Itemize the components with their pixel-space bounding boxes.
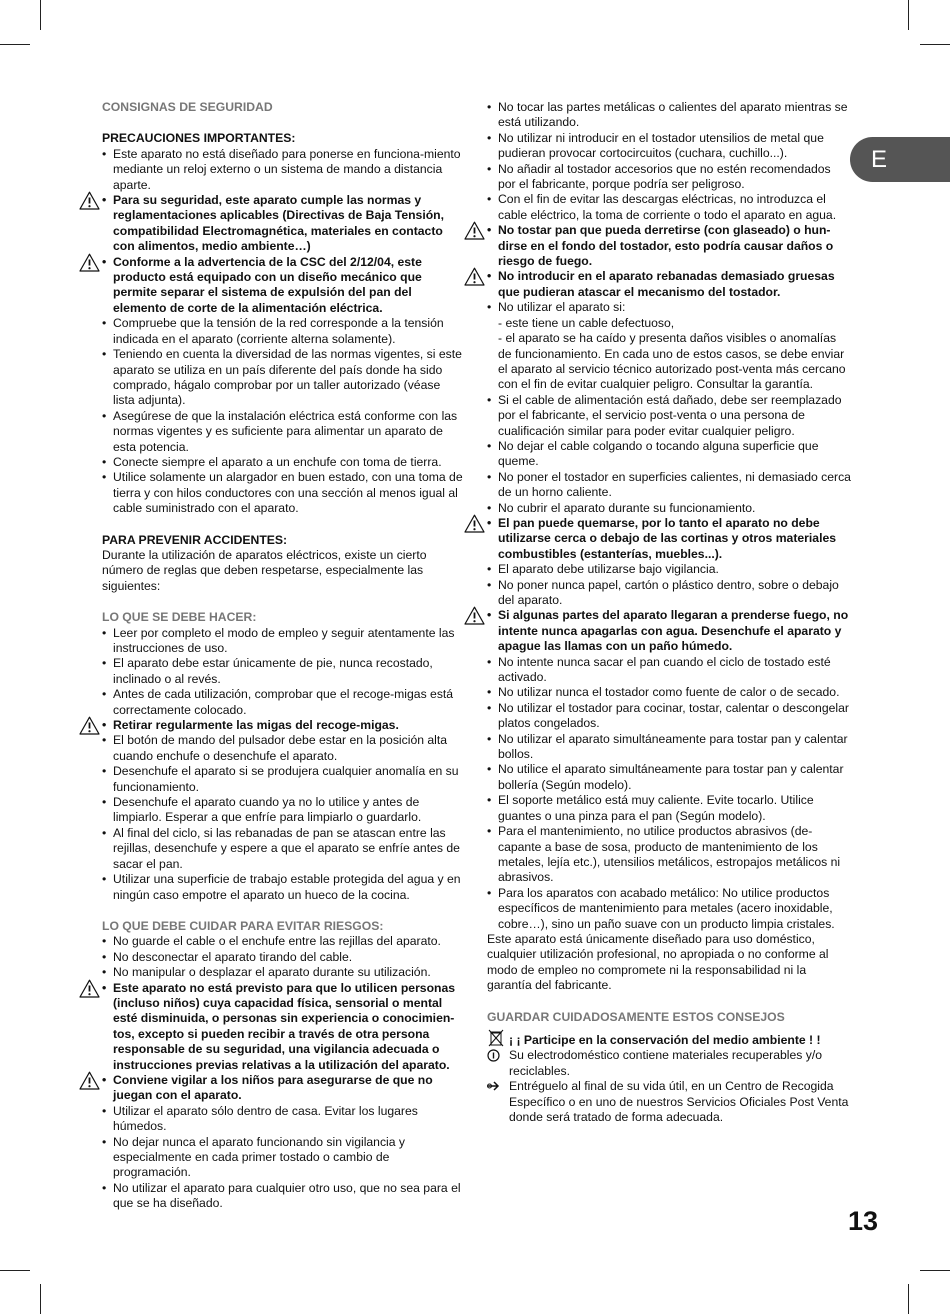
list-item bbox=[487, 685, 851, 700]
list-item bbox=[102, 316, 464, 347]
list-item bbox=[487, 824, 851, 886]
environment-title bbox=[487, 1033, 851, 1048]
list-item bbox=[102, 626, 464, 657]
evitar-list bbox=[102, 934, 464, 1211]
list-item-text: Si algunas partes del aparato llegaran a prenderse fuego, no intente nunca apagarlas con agua. Desenchufe el aparato y apague las llamas con un paño húmedo. bbox=[498, 608, 849, 654]
list-item bbox=[487, 269, 851, 300]
environment-item bbox=[487, 1079, 851, 1125]
list-item bbox=[102, 950, 464, 965]
left-column bbox=[102, 100, 464, 1212]
list-item-text: No introducir en el aparato rebanadas demasiado gruesas que pudieran atascar el mecanismo del tostador. bbox=[498, 269, 835, 299]
list-item-text: No tostar pan que pueda derretirse (con glaseado) o hun-dirse en el fondo del tostador, esto podría causar daños o riesgo de fuego. bbox=[498, 223, 834, 269]
list-item bbox=[487, 562, 851, 577]
list-item-text: Conviene vigilar a los niños para asegurarse de que no juegan con el aparato. bbox=[113, 1072, 433, 1103]
list-item-text: No guarde el cable o el enchufe entre las rejillas del aparato. bbox=[113, 934, 441, 949]
list-item-text: Este aparato no está diseñado para ponerse en funciona-miento mediante un reloj externo o un sistema de mando a distancia aparte. bbox=[113, 146, 461, 192]
si-sub-item: - el aparato se ha caído y presenta daños visibles o anomalías de funcionamiento. En cada uno de estos casos, se debe enviar el aparato al servicio técnico autorizado post-venta más cercano con el fin de evitar cualquier peligro. Consultar la garantía. bbox=[498, 331, 846, 392]
list-item bbox=[102, 255, 464, 317]
list-item bbox=[487, 762, 851, 793]
list-item bbox=[487, 393, 851, 439]
list-item-text: Si el cable de alimentación está dañado, debe ser reemplazado por el fabricante, el servicio post-venta o una persona de cualificación similar para poder evitar cualquier peligro. bbox=[498, 392, 842, 438]
warning-triangle-icon bbox=[464, 221, 485, 240]
list-item-text: No dejar nunca el aparato funcionando sin vigilancia y especialmente en cada primer tostado o cambio de programación. bbox=[113, 1134, 406, 1180]
list-item bbox=[102, 826, 464, 872]
list-item-text: Este aparato no está previsto para que lo utilicen personas (incluso niños) cuya capacidad física, sensorial o mental esté disminuida, o personas sin experiencia o conocimien-tos, excepto si pueden recibir a través de otra persona responsable de su seguridad, una vigilancia adecuada o instrucciones previas relativas a la utilización del aparato. bbox=[113, 980, 456, 1072]
list-item bbox=[102, 1073, 464, 1104]
list-item-text: Utilizar una superficie de trabajo estable protegida del agua y en ningún caso empotre el aparato un hueco de la cocina. bbox=[113, 872, 461, 902]
list-item-text: Desenchufe el aparato cuando ya no lo utilice y antes de limpiarlo. Esperar a que enfríe para limpiarlo o guardarlo. bbox=[113, 795, 422, 825]
list-item bbox=[102, 764, 464, 795]
list-item-text: No manipular o desplazar el aparato durante su utilización. bbox=[113, 965, 431, 980]
list-item bbox=[487, 578, 851, 609]
list-item bbox=[102, 193, 464, 255]
crop-mark bbox=[0, 44, 30, 45]
list-item bbox=[102, 687, 464, 718]
warning-triangle-icon bbox=[464, 514, 485, 533]
warning-triangle-icon bbox=[79, 253, 100, 272]
language-tab-letter: E bbox=[871, 146, 888, 173]
list-item-text: No cubrir el aparato durante su funcionamiento. bbox=[498, 500, 756, 515]
list-item bbox=[102, 147, 464, 193]
section-heading-hacer: LO QUE SE DEBE HACER: bbox=[102, 610, 257, 625]
list-item bbox=[487, 516, 851, 562]
list-item-text: No poner nunca papel, cartón o plástico dentro, sobre o debajo del aparato. bbox=[498, 577, 839, 607]
list-item-text: No dejar el cable colgando o tocando alguna superficie que queme. bbox=[498, 438, 819, 469]
list-item-text: No utilizar nunca el tostador como fuente de calor o de secado. bbox=[498, 685, 840, 700]
list-item-text: Desenchufe el aparato si se produjera cualquier anomalía en su funcionamiento. bbox=[113, 764, 459, 794]
list-item-text: El pan puede quemarse, por lo tanto el aparato no debe utilizarse cerca o debajo de las cortinas y otros materiales combustibles (estanterías, muebles...). bbox=[498, 515, 837, 561]
section-heading-prevenir: PARA PREVENIR ACCIDENTES: bbox=[102, 532, 288, 547]
list-item-text: Compruebe que la tensión de la red corresponde a la tensión indicada en el aparato (corriente alterna solamente). bbox=[113, 316, 444, 346]
right-list-b bbox=[487, 393, 851, 932]
list-item-text: El aparato debe utilizarse bajo vigilancia. bbox=[498, 562, 719, 577]
list-item-text: El botón de mando del pulsador debe estar en la posición alta cuando enchufe o desenchufe el aparato. bbox=[113, 733, 448, 763]
list-item bbox=[102, 1104, 464, 1135]
list-item bbox=[102, 656, 464, 687]
list-item-text: No poner el tostador en superficies calientes, ni demasiado cerca de un horno caliente. bbox=[498, 469, 851, 500]
list-item-text: Con el fin de evitar las descargas eléctricas, no introduzca el cable eléctrico, la toma de corriente o todo el aparato en agua. bbox=[498, 192, 837, 222]
warning-triangle-icon bbox=[79, 979, 100, 998]
info-circle-icon bbox=[487, 1049, 500, 1066]
list-item-text: No añadir al tostador accesorios que no estén recomendados por el fabricante, porque podría ser peligroso. bbox=[498, 161, 831, 192]
list-item bbox=[487, 793, 851, 824]
list-item bbox=[102, 409, 464, 455]
list-item bbox=[487, 131, 851, 162]
list-item bbox=[487, 192, 851, 223]
list-item bbox=[102, 1135, 464, 1181]
list-item-text: No utilice el aparato simultáneamente para tostar pan y calentar bollería (Según modelo). bbox=[498, 762, 844, 792]
list-item bbox=[487, 701, 851, 732]
list-item bbox=[487, 100, 851, 131]
warning-triangle-icon bbox=[79, 716, 100, 735]
list-item-text: No utilizar el aparato simultáneamente para tostar pan y calentar bollos. bbox=[498, 731, 848, 762]
list-item-text: Conforme a la advertencia de la CSC del 2/12/04, este producto está equipado con un diseño mecánico que permite separar el sistema de expulsión del pan del elemento de corte de la alimentación eléctrica. bbox=[113, 254, 422, 315]
list-item bbox=[102, 795, 464, 826]
list-item-text: No desconectar el aparato tirando del cable. bbox=[113, 949, 353, 964]
list-item-text: Conecte siempre el aparato a un enchufe con toma de tierra. bbox=[113, 454, 442, 469]
list-item bbox=[487, 732, 851, 763]
list-item bbox=[487, 608, 851, 654]
list-item bbox=[102, 1181, 464, 1212]
section-heading-consignas: CONSIGNAS DE SEGURIDAD bbox=[102, 100, 273, 114]
list-item bbox=[487, 655, 851, 686]
list-item bbox=[102, 872, 464, 903]
final-paragraph: Este aparato está únicamente diseñado para uso doméstico, cualquier utilización profesional, no apropiada o no conforme al modo de empleo no compromete ni la responsabilidad ni la garantía del fabricante. bbox=[487, 931, 829, 993]
list-item bbox=[487, 470, 851, 501]
list-item bbox=[487, 501, 851, 516]
list-item-text: No utilizar el aparato si: bbox=[498, 300, 626, 315]
list-item bbox=[102, 455, 464, 470]
section-heading-precauciones: PRECAUCIONES IMPORTANTES: bbox=[102, 131, 296, 146]
list-item-text: El soporte metálico está muy caliente. Evite tocarlo. Utilice guantes o una pinza para el pan (Según modelo). bbox=[498, 793, 814, 823]
environment-item-text: Entréguelo al final de su vida útil, en un Centro de Recogida Específico o en uno de nuestros Servicios Oficiales Post Venta donde será tratado de forma adecuada. bbox=[509, 1079, 849, 1124]
list-item-text: Para los aparatos con acabado metálico: No utilice productos específicos de mantenimiento para metales (acero inoxidable, cobre…), sino un paño suave con un producto limpia cristales. bbox=[498, 885, 835, 931]
list-item-text: No utilizar el aparato para cualquier otro uso, que no sea para el que se ha diseñado. bbox=[113, 1180, 461, 1211]
crop-mark bbox=[40, 0, 41, 30]
list-item bbox=[487, 223, 851, 269]
list-item bbox=[102, 733, 464, 764]
list-item-text: Retirar regularmente las migas del recoge-migas. bbox=[113, 718, 399, 733]
list-item bbox=[487, 162, 851, 193]
environment-title-text: ¡ ¡ Participe en la conservación del medio ambiente ! ! bbox=[509, 1032, 821, 1047]
environment-item-text: Su electrodoméstico contiene materiales recuperables y/o reciclables. bbox=[509, 1048, 822, 1078]
list-item-text: Utilizar el aparato sólo dentro de casa. Evitar los lugares húmedos. bbox=[113, 1103, 418, 1134]
list-item bbox=[102, 981, 464, 1073]
list-item bbox=[487, 439, 851, 470]
right-list-a bbox=[487, 100, 851, 316]
list-item bbox=[487, 886, 851, 932]
list-item-text: No utilizar el tostador para cocinar, tostar, calentar o descongelar platos congelados. bbox=[498, 700, 849, 731]
right-column bbox=[487, 100, 851, 1125]
list-item bbox=[487, 300, 851, 315]
prevenir-paragraph: Durante la utilización de aparatos eléctricos, existe un cierto número de reglas que deben respetarse, especialmente las siguientes: bbox=[102, 547, 427, 593]
list-item-text: Teniendo en cuenta la diversidad de las normas vigentes, si este aparato se utiliza en un país diferente del país donde ha sido comprado, hágalo comprobar por un taller autorizado (véase lista adjunta). bbox=[113, 347, 462, 408]
warning-triangle-icon bbox=[464, 267, 485, 286]
list-item-text: El aparato debe estar únicamente de pie, nunca recostado, inclinado o al revés. bbox=[113, 656, 433, 686]
crop-mark bbox=[908, 0, 909, 30]
hacer-list bbox=[102, 626, 464, 903]
warning-triangle-icon bbox=[464, 606, 485, 625]
crop-mark bbox=[920, 44, 950, 45]
list-item bbox=[102, 934, 464, 949]
list-item-text: No intente nunca sacar el pan cuando el ciclo de tostado esté activado. bbox=[498, 654, 831, 685]
list-item-text: Antes de cada utilización, comprobar que el recoge-migas está correctamente colocado. bbox=[113, 687, 454, 717]
list-item-text: Utilice solamente un alargador en buen estado, con una toma de tierra y con hilos conductores con una sección al menos igual al cable suministrado con el aparato. bbox=[113, 470, 463, 516]
si-sub-item: - este tiene un cable defectuoso, bbox=[498, 315, 675, 330]
crop-mark bbox=[908, 1284, 909, 1314]
section-heading-guardar: GUARDAR CUIDADOSAMENTE ESTOS CONSEJOS bbox=[487, 1009, 785, 1024]
crop-mark bbox=[40, 1284, 41, 1314]
list-item bbox=[102, 347, 464, 409]
section-heading-evitar: LO QUE DEBE CUIDAR PARA EVITAR RIESGOS: bbox=[102, 918, 384, 933]
list-item-text: Para su seguridad, este aparato cumple las normas y reglamentaciones aplicables (Directivas de Baja Tensión, compatibilidad Electromagnética, materiales en contacto con alimentos, medio ambiente…) bbox=[113, 193, 444, 254]
warning-triangle-icon bbox=[79, 1071, 100, 1090]
list-item bbox=[102, 718, 464, 733]
list-item-text: Al final del ciclo, si las rebanadas de pan se atascan entre las rejillas, desenchufe y espere a que el aparato se enfríe antes de sacar el pan. bbox=[113, 825, 460, 871]
list-item bbox=[102, 470, 464, 516]
precauciones-list bbox=[102, 147, 464, 517]
crop-mark bbox=[0, 1270, 30, 1271]
list-item-text: Asegúrese de que la instalación eléctrica está conforme con las normas vigentes y es suficiente para alimentar un aparato de esta potencia. bbox=[113, 408, 458, 454]
list-item-text: Para el mantenimiento, no utilice productos abrasivos (de-capante a base de sosa, producto de mantenimiento de los metales, lejía etc.), utensilios metálicos, estropajos metálicos ni abrasivos. bbox=[498, 824, 841, 885]
warning-triangle-icon bbox=[79, 191, 100, 210]
language-tab bbox=[850, 137, 950, 182]
page-number: 13 bbox=[848, 1206, 879, 1236]
environment-item bbox=[487, 1048, 851, 1079]
list-item-text: No tocar las partes metálicas o calientes del aparato mientras se está utilizando. bbox=[498, 100, 848, 130]
list-item-text: No utilizar ni introducir en el tostador utensilios de metal que pudieran provocar cortocircuitos (cuchara, cuchillo...). bbox=[498, 130, 824, 161]
crop-mark bbox=[920, 1270, 950, 1271]
return-arrow-icon bbox=[487, 1080, 501, 1096]
list-item-text: Leer por completo el modo de empleo y seguir atentamente las instrucciones de uso. bbox=[113, 625, 455, 655]
list-item bbox=[102, 965, 464, 980]
